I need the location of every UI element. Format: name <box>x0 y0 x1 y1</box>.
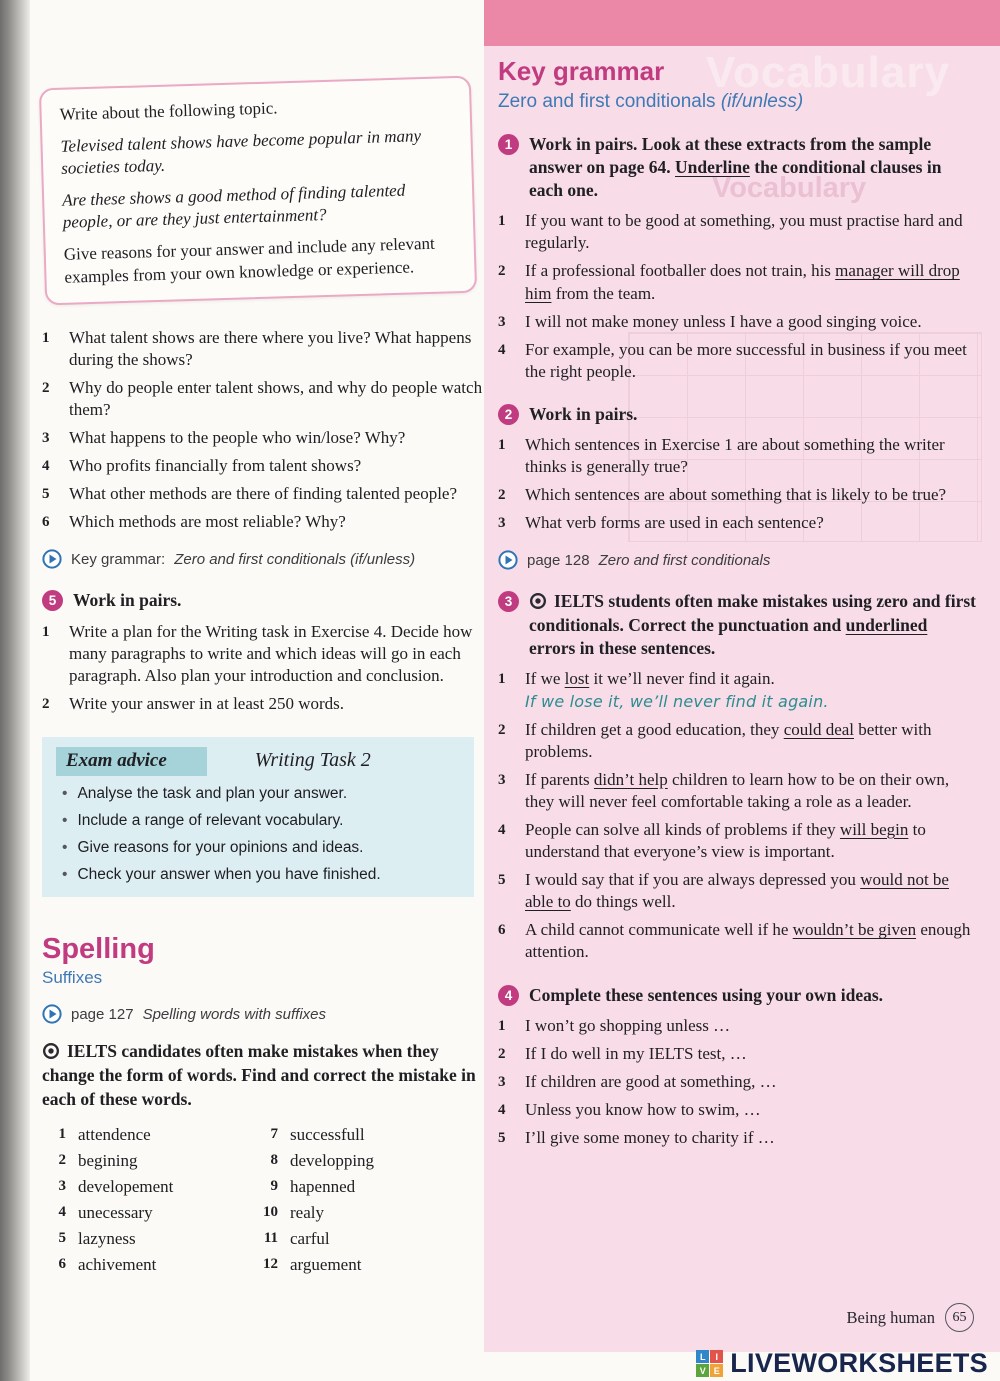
item-text: Why do people enter talent shows, and why do people watch them? <box>69 377 483 419</box>
unit-title: Being human <box>846 1307 935 1327</box>
liveworksheets-wordmark: LIVEWORKSHEETS <box>730 1348 988 1378</box>
advice-bullet <box>62 865 460 885</box>
list-item <box>498 260 976 304</box>
item-number: 12 <box>263 1256 278 1273</box>
exercise-2-header <box>498 403 976 426</box>
item-number: 4 <box>498 1101 506 1118</box>
item-number: 4 <box>498 341 506 358</box>
writing-task-box <box>39 76 477 305</box>
sentence-segment: If a professional footballer does not train, his <box>525 261 836 281</box>
exercise-title: Work in pairs. <box>529 403 638 424</box>
word: successfull <box>290 1125 365 1145</box>
list-item <box>498 769 976 813</box>
item-text: Unless you know how to swim, … <box>525 1099 761 1119</box>
exercise-1-items <box>498 210 976 383</box>
list-item <box>42 693 486 715</box>
word: realy <box>290 1203 324 1223</box>
word-item <box>254 1255 466 1275</box>
word-item <box>42 1125 254 1145</box>
exam-advice-label: Exam advice <box>56 747 207 776</box>
underlined-segment: underlined <box>845 614 928 635</box>
item-number: 4 <box>42 458 50 475</box>
item-number: 1 <box>498 1017 506 1034</box>
item-number: 1 <box>42 623 50 640</box>
word-item <box>42 1151 254 1171</box>
word: developement <box>78 1177 174 1197</box>
item-number: 3 <box>58 1178 66 1195</box>
bullet-text: • Check your answer when you have finished. <box>77 866 381 884</box>
page-top-edge <box>484 0 1000 46</box>
exercise-3-items <box>498 668 976 964</box>
sentence-segment: If parents <box>525 769 594 789</box>
misspelled-words-list <box>42 1125 486 1281</box>
key-grammar-crossref <box>42 549 486 569</box>
item-text: What other methods are there of finding talented people? <box>69 484 458 504</box>
word-item <box>254 1229 466 1249</box>
list-item <box>498 1015 976 1037</box>
word: hapenned <box>290 1177 356 1197</box>
common-mistake-icon <box>42 1042 60 1060</box>
logo-tile: V <box>696 1364 709 1377</box>
item-number: 3 <box>498 771 506 788</box>
underlined-segment: Underline <box>675 157 750 178</box>
item-number: 1 <box>42 329 50 346</box>
crossref-prefix: page 128 <box>527 551 590 569</box>
word: unecessary <box>78 1203 153 1223</box>
page-number-badge: 65 <box>945 1303 974 1332</box>
writing-task-topic-2: Are these shows a good method of finding talented people, or are they just entertainment? <box>61 180 406 233</box>
list-item <box>498 919 976 963</box>
item-number: 6 <box>498 922 506 939</box>
question-item <box>42 483 486 505</box>
item-number: 3 <box>498 1073 506 1090</box>
list-item <box>498 434 976 478</box>
item-number: 8 <box>270 1152 278 1169</box>
words-column-2 <box>254 1125 466 1281</box>
word-item <box>42 1203 254 1223</box>
item-number: 3 <box>498 515 506 532</box>
item-text <box>525 260 976 304</box>
advice-bullet <box>62 838 460 858</box>
list-item <box>498 668 976 713</box>
exercise-number-badge: 5 <box>42 590 63 611</box>
exercise-title: Complete these sentences using your own ideas. <box>529 984 884 1005</box>
crossref-prefix: Key grammar: <box>71 550 166 568</box>
sentence-segment: I would say that if you are always depressed you <box>525 870 861 890</box>
item-number: 1 <box>58 1126 66 1143</box>
item-number: 11 <box>263 1230 278 1247</box>
word-item <box>254 1151 466 1171</box>
list-item <box>498 869 976 913</box>
exercise-4-header <box>498 984 976 1007</box>
crossref-title: Zero and first conditionals (if/unless) <box>174 550 416 568</box>
writing-task-topic-1: Televised talent shows have become popular in many societies today. <box>60 126 422 179</box>
sentence-segment: better with problems. <box>525 719 932 761</box>
exercise-number-badge: 2 <box>498 404 519 425</box>
spelling-crossref <box>42 1004 486 1024</box>
list-item <box>498 1071 976 1093</box>
crossref-title: Spelling words with suffixes <box>142 1005 326 1023</box>
question-item <box>42 427 486 449</box>
book-spine-shadow <box>0 0 30 1381</box>
item-text: Write a plan for the Writing task in Exercise 4. Decide how many paragraphs to write and which ideas will go in each paragraph. Also plan your introduction and conclusion. <box>69 621 473 685</box>
list-item <box>42 621 486 687</box>
logo-tile: I <box>710 1350 723 1363</box>
list-item <box>498 819 976 863</box>
item-text <box>525 819 976 863</box>
advice-bullet <box>62 811 460 831</box>
list-item <box>498 311 976 333</box>
item-text: Which sentences are about something that is likely to be true? <box>525 485 947 505</box>
liveworksheets-logo[interactable] <box>696 1348 988 1379</box>
item-number: 2 <box>42 379 50 396</box>
sentence-segment: children to learn how to be on their own, they will never feel comfortable taking a role as a leader. <box>525 769 950 811</box>
list-item <box>498 1043 976 1065</box>
item-number: 2 <box>498 263 506 280</box>
underlined-segment: wouldn’t be given <box>792 920 917 940</box>
item-number: 1 <box>498 213 506 230</box>
word-item <box>42 1229 254 1249</box>
list-item <box>498 339 976 383</box>
item-text: If you want to be good at something, you must practise hard and regularly. <box>525 211 963 253</box>
exam-advice-box <box>42 737 474 898</box>
instruction-segment: Work in pairs. Look at these extracts from the sample answer on page 64. <box>529 134 932 178</box>
item-text: Which methods are most reliable? Why? <box>69 512 346 532</box>
exam-advice-header <box>56 747 460 776</box>
item-text: If I do well in my IELTS test, … <box>525 1043 747 1063</box>
advice-bullet <box>62 784 460 804</box>
page-footer <box>847 1303 974 1332</box>
question-item <box>42 511 486 533</box>
word: arguement <box>290 1255 362 1275</box>
instruction-segment: IELTS students often make mistakes using zero and first conditionals. Correct the punctuation and <box>529 591 976 635</box>
writing-task-outro: Give reasons for your answer and include any relevant examples from your own knowledge or experience. <box>63 234 435 287</box>
instruction-text: IELTS candidates often make mistakes when they change the form of words. Find and correct the mistake in each of these words. <box>42 1041 476 1109</box>
sentence-segment: If we <box>525 668 565 688</box>
underlined-segment: didn’t help <box>593 769 668 789</box>
item-number: 3 <box>498 313 506 330</box>
exam-advice-task: Writing Task 2 <box>254 748 371 771</box>
item-text <box>525 919 976 963</box>
common-mistake-icon <box>529 592 547 610</box>
play-pointer-icon <box>498 550 518 570</box>
item-number: 5 <box>498 1129 506 1146</box>
item-number: 6 <box>58 1256 66 1273</box>
word: developping <box>290 1151 375 1171</box>
question-item <box>42 455 486 477</box>
exercise-title: Work in pairs. <box>73 590 182 611</box>
crossref-title: Zero and first conditionals <box>598 551 771 569</box>
bleedthrough-text: Vocabulary <box>706 48 950 97</box>
sentence-segment: If children get a good education, they <box>525 719 784 739</box>
instruction-segment: errors in these sentences. <box>529 637 716 658</box>
sentence-segment: enough attention. <box>525 920 971 962</box>
discussion-questions <box>42 327 486 534</box>
spelling-heading: Spelling <box>42 933 155 966</box>
handwritten-answer: If we lose it, we’ll never find it again. <box>525 691 829 711</box>
item-text: I won’t go shopping unless … <box>525 1015 731 1035</box>
item-number: 6 <box>42 514 50 531</box>
exercise-5-items <box>42 621 486 715</box>
item-number: 5 <box>42 486 50 503</box>
sentence-segment: A child cannot communicate well if he <box>525 920 793 940</box>
item-text: Write your answer in at least 250 words. <box>69 693 345 713</box>
item-number: 2 <box>498 721 506 738</box>
sentence-segment: it we’ll never find it again. <box>589 668 775 688</box>
subheading-main: Zero and first conditionals <box>498 91 721 112</box>
bullet-text: • Analyse the task and plan your answer. <box>77 784 348 802</box>
item-text: What verb forms are used in each sentence? <box>525 513 824 533</box>
sentence-segment: from the team. <box>551 283 656 303</box>
exercise-5-header <box>42 589 486 612</box>
item-number: 5 <box>498 872 506 889</box>
word: achivement <box>78 1255 157 1275</box>
list-item <box>498 719 976 763</box>
underlined-segment: will begin <box>839 819 909 839</box>
word: attendence <box>78 1125 151 1145</box>
list-item <box>498 1099 976 1121</box>
item-text <box>525 668 976 713</box>
spelling-instruction <box>42 1040 486 1111</box>
left-column <box>42 82 486 1281</box>
list-item <box>498 1127 976 1149</box>
item-number: 2 <box>58 1152 66 1169</box>
item-number: 1 <box>498 670 506 687</box>
item-text <box>525 719 976 763</box>
word-item <box>254 1125 466 1145</box>
list-item <box>498 484 976 506</box>
word-item <box>42 1255 254 1275</box>
exercise-instruction <box>529 133 976 202</box>
word-item <box>254 1203 466 1223</box>
word: lazyness <box>78 1229 136 1249</box>
item-text: I will not make money unless I have a good singing voice. <box>525 311 922 331</box>
exercise-4-items <box>498 1015 976 1149</box>
exercise-number-badge: 3 <box>498 591 519 612</box>
item-text: Which sentences in Exercise 1 are about something the writer thinks is generally true? <box>525 435 945 477</box>
subheading-italic: (if/unless) <box>720 91 804 112</box>
sentence-segment: People can solve all kinds of problems if they <box>525 819 840 839</box>
item-number: 3 <box>42 430 50 447</box>
item-text: What talent shows are there where you live? What happens during the shows? <box>69 327 472 369</box>
page-128-crossref <box>498 550 976 570</box>
play-pointer-icon <box>42 1004 62 1024</box>
question-item <box>42 327 486 371</box>
writing-task-intro: Write about the following topic. <box>59 98 278 124</box>
bullet-text: • Include a range of relevant vocabulary. <box>77 812 344 830</box>
logo-tile: L <box>696 1350 709 1363</box>
play-pointer-icon <box>42 549 62 569</box>
item-text <box>525 769 976 813</box>
key-grammar-subheading <box>498 91 976 113</box>
spelling-subheading: Suffixes <box>42 968 103 988</box>
word: carful <box>290 1229 330 1249</box>
item-text: If children are good at something, … <box>525 1071 777 1091</box>
word-item <box>42 1177 254 1197</box>
logo-tile: E <box>710 1364 723 1377</box>
item-number: 2 <box>498 1045 506 1062</box>
bleedthrough-text: Vocabulary <box>712 172 867 204</box>
exercise-number-badge: 4 <box>498 985 519 1006</box>
words-column-1 <box>42 1125 254 1281</box>
word-item <box>254 1177 466 1197</box>
exercise-3-header <box>498 590 976 659</box>
liveworksheets-logo-icon <box>696 1350 723 1377</box>
item-text <box>525 869 976 913</box>
item-text: What happens to the people who win/lose? Why? <box>69 428 406 448</box>
item-text: For example, you can be more successful in business if you meet the right people. <box>525 339 967 381</box>
item-number: 2 <box>498 487 506 504</box>
bullet-text: • Give reasons for your opinions and ideas. <box>77 839 364 857</box>
exercise-number-badge: 1 <box>498 134 519 155</box>
right-column <box>498 56 976 1155</box>
list-item <box>498 210 976 254</box>
list-item <box>498 512 976 534</box>
instruction-segment: the conditional clauses in each one. <box>529 157 942 201</box>
item-text: I’ll give some money to charity if … <box>525 1127 775 1147</box>
item-number: 7 <box>270 1126 278 1143</box>
question-item <box>42 377 486 421</box>
item-number: 1 <box>498 437 506 454</box>
item-number: 5 <box>58 1230 66 1247</box>
item-number: 4 <box>498 821 506 838</box>
sentence-segment: do things well. <box>570 892 676 912</box>
underlined-segment: could deal <box>783 719 855 739</box>
item-number: 10 <box>263 1204 278 1221</box>
exercise-1-header <box>498 133 976 202</box>
item-number: 4 <box>58 1204 66 1221</box>
underlined-segment: manager will drop him <box>525 261 960 303</box>
underlined-segment: would not be able to <box>525 870 949 912</box>
item-text: Who profits financially from talent shows? <box>69 456 362 476</box>
sentence-segment: to understand that everyone’s view is important. <box>525 819 926 862</box>
exercise-2-items <box>498 434 976 534</box>
key-grammar-heading: Key grammar <box>498 56 665 86</box>
word: begining <box>78 1151 138 1171</box>
item-number: 2 <box>42 695 50 712</box>
crossref-prefix: page 127 <box>71 1005 134 1023</box>
underlined-segment: lost <box>564 668 590 688</box>
item-number: 9 <box>270 1178 278 1195</box>
exercise-instruction <box>529 590 976 659</box>
